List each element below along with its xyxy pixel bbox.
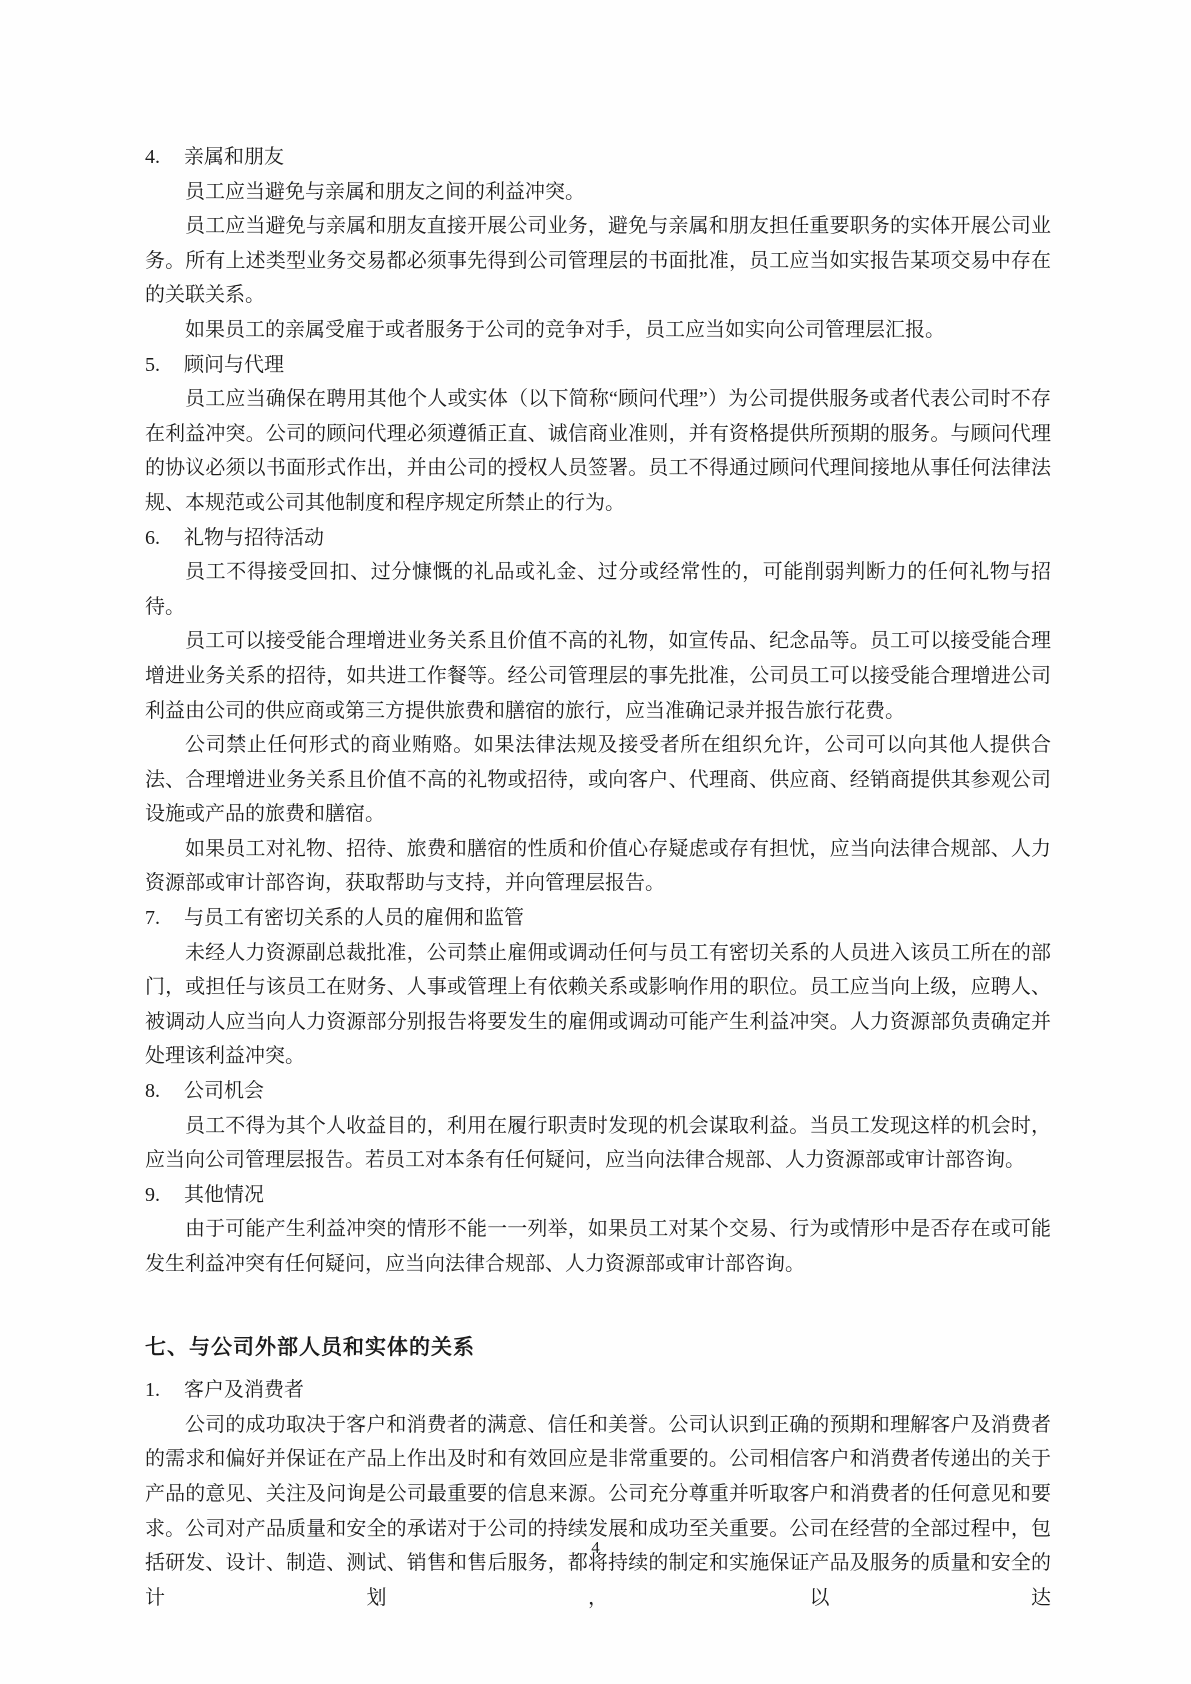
paragraph: 公司的成功取决于客户和消费者的满意、信任和美誉。公司认识到正确的预期和理解客户及消费者的需求和偏好并保证在产品上作出及时和有效回应是非常重要的。公司相信客户和消费者传递出的关于产品的意见、关注及问询是公司最重要的信息来源。公司充分尊重并听取客户和消费者的任何意见和要求。公司对产品质量和安全的承诺对于公司的持续发展和成功至关重要。公司在经营的全部过程中，包括研发、设计、制造、测试、销售和售后服务，都将持续的制定和实施保证产品及服务的质量和安全的计划，以达 bbox=[145, 1413, 1051, 1609]
paragraph: 员工不得为其个人收益目的，利用在履行职责时发现的机会谋取利益。当员工发现这样的机会时，应当向公司管理层报告。若员工对本条有任何疑问，应当向法律合规部、人力资源部或审计部咨询。 bbox=[145, 1114, 1051, 1172]
list-title: 与员工有密切关系的人员的雇佣和监管 bbox=[184, 907, 524, 930]
list-title: 其他情况 bbox=[184, 1183, 264, 1206]
list-number: 7. bbox=[145, 907, 160, 930]
list-title: 顾问与代理 bbox=[184, 353, 284, 376]
list-item-5 bbox=[145, 348, 1051, 383]
paragraph: 员工可以接受能合理增进业务关系且价值不高的礼物，如宣传品、纪念品等。员工可以接受能合理增进业务关系的招待，如共进工作餐等。经公司管理层的事先批准，公司员工可以接受能合理增进公司利益由公司的供应商或第三方提供旅费和膳宿的旅行，应当准确记录并报告旅行花费。 bbox=[145, 630, 1051, 722]
paragraph: 公司禁止任何形式的商业贿赂。如果法律法规及接受者所在组织允许，公司可以向其他人提供合法、合理增进业务关系且价值不高的礼物或招待，或向客户、代理商、供应商、经销商提供其参观公司设施或产品的旅费和膳宿。 bbox=[145, 734, 1051, 826]
list-item-8 bbox=[145, 1074, 1051, 1109]
document-content bbox=[145, 140, 1051, 1615]
paragraph: 员工不得接受回扣、过分慷慨的礼品或礼金、过分或经常性的，可能削弱判断力的任何礼物与招待。 bbox=[145, 561, 1051, 618]
list-title: 亲属和朋友 bbox=[184, 146, 284, 168]
paragraph: 员工应当确保在聘用其他个人或实体（以下简称“顾问代理”）为公司提供服务或者代表公司时不存在利益冲突。公司的顾问代理必须遵循正直、诚信商业准则，并有资格提供所预期的服务。与顾问代理的协议必须以书面形式作出，并由公司的授权人员签署。员工不得通过顾问代理间接地从事任何法律法规、本规范或公司其他制度和程序规定所禁止的行为。 bbox=[145, 388, 1051, 514]
list-item-1 bbox=[145, 1373, 1051, 1408]
list-item-6 bbox=[145, 521, 1051, 556]
list-item-4 bbox=[145, 140, 1051, 175]
list-number: 9. bbox=[145, 1183, 160, 1206]
page-number: 4 bbox=[591, 1538, 600, 1557]
list-number: 6. bbox=[145, 526, 160, 549]
paragraph: 如果员工的亲属受雇于或者服务于公司的竞争对手，员工应当如实向公司管理层汇报。 bbox=[185, 318, 945, 341]
paragraph: 由于可能产生利益冲突的情形不能一一列举，如果员工对某个交易、行为或情形中是否存在或可能发生利益冲突有任何疑问，应当向法律合规部、人力资源部或审计部咨询。 bbox=[145, 1218, 1051, 1275]
list-item-9 bbox=[145, 1178, 1051, 1213]
paragraph: 员工应当避免与亲属和朋友直接开展公司业务，避免与亲属和朋友担任重要职务的实体开展公司业务。所有上述类型业务交易都必须事先得到公司管理层的书面批准，员工应当如实报告某项交易中存在的关联关系。 bbox=[145, 215, 1051, 307]
section-heading: 七、与公司外部人员和实体的关系 bbox=[145, 1335, 475, 1359]
paragraph: 如果员工对礼物、招待、旅费和膳宿的性质和价值心存疑虑或存有担忧，应当向法律合规部、人力资源部或审计部咨询，获取帮助与支持，并向管理层报告。 bbox=[145, 837, 1051, 895]
list-number: 8. bbox=[145, 1080, 160, 1103]
paragraph: 未经人力资源副总裁批准，公司禁止雇佣或调动任何与员工有密切关系的人员进入该员工所在的部门，或担任与该员工在财务、人事或管理上有依赖关系或影响作用的职位。员工应当向上级，应聘人、被调动人应当向人力资源部分别报告将要发生的雇佣或调动可能产生利益冲突。人力资源部负责确定并处理该利益冲突。 bbox=[145, 941, 1051, 1068]
list-title: 客户及消费者 bbox=[184, 1379, 304, 1402]
list-number: 4. bbox=[145, 146, 160, 168]
list-number: 5. bbox=[145, 353, 160, 376]
paragraph: 员工应当避免与亲属和朋友之间的利益冲突。 bbox=[185, 180, 585, 203]
list-number: 1. bbox=[145, 1379, 160, 1402]
list-item-7 bbox=[145, 901, 1051, 936]
list-title: 礼物与招待活动 bbox=[184, 526, 324, 549]
list-title: 公司机会 bbox=[184, 1080, 264, 1103]
